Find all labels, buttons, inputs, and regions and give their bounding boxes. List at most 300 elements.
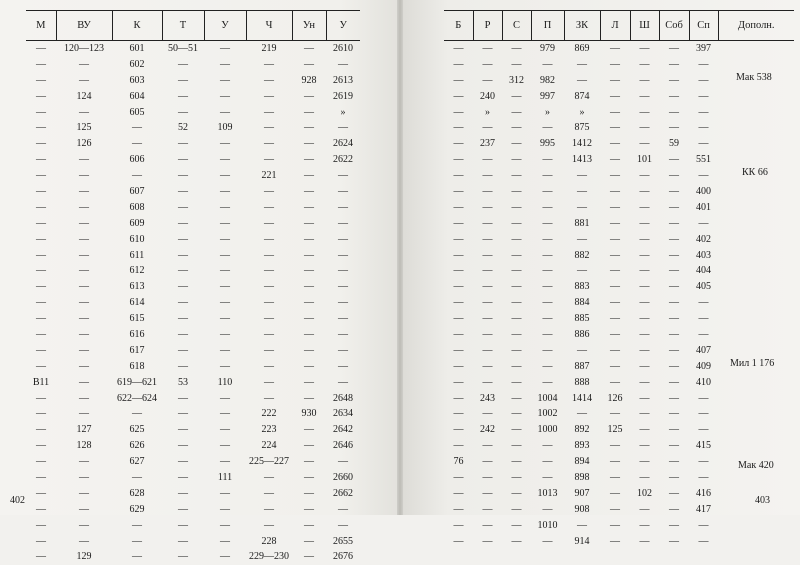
table-cell: — bbox=[292, 422, 326, 438]
table-cell: — bbox=[531, 57, 564, 73]
note-mil-1-176: Мил 1 176 bbox=[730, 358, 774, 369]
table-cell: — bbox=[600, 406, 630, 422]
table-cell: 402 bbox=[689, 232, 718, 248]
table-cell: — bbox=[630, 89, 659, 105]
table-cell: — bbox=[659, 168, 689, 184]
column-header: ВУ bbox=[56, 11, 112, 41]
table-cell: 125 bbox=[56, 120, 112, 136]
table-cell: — bbox=[531, 232, 564, 248]
table-cell: 237 bbox=[473, 136, 502, 152]
table-cell: — bbox=[600, 534, 630, 550]
table-cell: — bbox=[26, 391, 56, 407]
table-cell: 625 bbox=[112, 422, 162, 438]
table-cell: — bbox=[326, 168, 360, 184]
table-cell: — bbox=[600, 486, 630, 502]
table-cell: — bbox=[630, 120, 659, 136]
table-cell: — bbox=[162, 311, 204, 327]
table-cell: 404 bbox=[689, 263, 718, 279]
table-cell: 607 bbox=[112, 184, 162, 200]
column-header: М bbox=[26, 11, 56, 41]
table-row bbox=[26, 263, 360, 279]
table-cell: — bbox=[531, 327, 564, 343]
table-cell: — bbox=[630, 311, 659, 327]
table-cell: 614 bbox=[112, 295, 162, 311]
table-row bbox=[444, 184, 794, 200]
table-cell: — bbox=[326, 454, 360, 470]
table-cell: 403 bbox=[689, 248, 718, 264]
table-cell bbox=[718, 152, 794, 168]
table-cell bbox=[718, 438, 794, 454]
table-cell: — bbox=[292, 295, 326, 311]
table-cell: — bbox=[689, 422, 718, 438]
table-cell: — bbox=[444, 279, 473, 295]
table-cell: — bbox=[659, 438, 689, 454]
table-cell: — bbox=[630, 57, 659, 73]
table-cell: — bbox=[444, 375, 473, 391]
table-cell: — bbox=[162, 470, 204, 486]
table-cell: — bbox=[531, 279, 564, 295]
table-cell: — bbox=[531, 263, 564, 279]
table-cell: — bbox=[246, 105, 292, 121]
table-cell: 53 bbox=[162, 375, 204, 391]
table-cell: — bbox=[473, 200, 502, 216]
table-cell: — bbox=[444, 73, 473, 89]
column-header: Л bbox=[600, 11, 630, 41]
table-cell: — bbox=[246, 327, 292, 343]
table-cell: — bbox=[26, 232, 56, 248]
table-cell: — bbox=[564, 406, 600, 422]
table-cell: — bbox=[292, 359, 326, 375]
table-cell: — bbox=[502, 343, 531, 359]
table-cell: — bbox=[600, 232, 630, 248]
table-cell: — bbox=[473, 470, 502, 486]
table-cell: 2624 bbox=[326, 136, 360, 152]
table-cell: — bbox=[246, 263, 292, 279]
table-cell: — bbox=[26, 263, 56, 279]
table-cell: — bbox=[246, 216, 292, 232]
table-cell: 604 bbox=[112, 89, 162, 105]
table-cell: 240 bbox=[473, 89, 502, 105]
table-cell: 610 bbox=[112, 232, 162, 248]
table-cell: 2676 bbox=[326, 550, 360, 565]
table-cell: 1000 bbox=[531, 422, 564, 438]
table-cell: 629 bbox=[112, 502, 162, 518]
table-cell: — bbox=[473, 263, 502, 279]
table-cell: — bbox=[659, 248, 689, 264]
table-cell: — bbox=[564, 263, 600, 279]
table-cell: — bbox=[292, 200, 326, 216]
table-cell: — bbox=[444, 105, 473, 121]
table-cell bbox=[718, 375, 794, 391]
table-cell: — bbox=[246, 375, 292, 391]
table-row bbox=[444, 518, 794, 534]
table-cell: 417 bbox=[689, 502, 718, 518]
table-cell: — bbox=[502, 502, 531, 518]
table-cell: — bbox=[246, 57, 292, 73]
table-row bbox=[26, 486, 360, 502]
table-cell: — bbox=[502, 168, 531, 184]
table-cell: — bbox=[473, 375, 502, 391]
table-cell: — bbox=[204, 295, 246, 311]
table-cell: — bbox=[444, 359, 473, 375]
table-cell: — bbox=[26, 327, 56, 343]
table-cell: — bbox=[473, 406, 502, 422]
table-row bbox=[444, 232, 794, 248]
table-cell: 875 bbox=[564, 120, 600, 136]
table-cell: — bbox=[502, 470, 531, 486]
table-cell bbox=[718, 184, 794, 200]
table-cell: 126 bbox=[600, 391, 630, 407]
table-cell: — bbox=[502, 279, 531, 295]
table-cell: — bbox=[444, 152, 473, 168]
table-cell: — bbox=[630, 327, 659, 343]
table-cell: — bbox=[444, 41, 473, 57]
table-cell: — bbox=[292, 343, 326, 359]
table-cell: — bbox=[630, 534, 659, 550]
column-header: Сп bbox=[689, 11, 718, 41]
table-cell: 626 bbox=[112, 438, 162, 454]
table-cell: 882 bbox=[564, 248, 600, 264]
table-cell: — bbox=[246, 200, 292, 216]
table-cell: — bbox=[246, 470, 292, 486]
table-row bbox=[26, 41, 360, 57]
table-row bbox=[26, 89, 360, 105]
table-cell: — bbox=[162, 232, 204, 248]
table-cell: — bbox=[292, 248, 326, 264]
table-cell bbox=[718, 311, 794, 327]
table-cell: 409 bbox=[689, 359, 718, 375]
table-cell: — bbox=[204, 184, 246, 200]
table-cell: — bbox=[162, 152, 204, 168]
column-header: Р bbox=[473, 11, 502, 41]
table-cell: — bbox=[444, 406, 473, 422]
table-cell: — bbox=[659, 534, 689, 550]
table-cell: — bbox=[246, 279, 292, 295]
note-kk-66: КК 66 bbox=[742, 167, 768, 178]
table-cell: — bbox=[659, 57, 689, 73]
table-row bbox=[26, 168, 360, 184]
table-cell: — bbox=[531, 152, 564, 168]
table-cell: — bbox=[326, 279, 360, 295]
table-cell: — bbox=[444, 438, 473, 454]
table-cell: — bbox=[630, 518, 659, 534]
table-cell: — bbox=[246, 518, 292, 534]
table-cell: 224 bbox=[246, 438, 292, 454]
table-cell: — bbox=[204, 105, 246, 121]
table-cell: 869 bbox=[564, 41, 600, 57]
page-number-right: 403 bbox=[755, 495, 770, 506]
table-cell: — bbox=[659, 343, 689, 359]
table-cell: 611 bbox=[112, 248, 162, 264]
table-cell: — bbox=[56, 343, 112, 359]
table-cell: — bbox=[204, 152, 246, 168]
table-cell: В11 bbox=[26, 375, 56, 391]
column-header: У bbox=[326, 11, 360, 41]
table-cell: — bbox=[600, 327, 630, 343]
table-row bbox=[26, 200, 360, 216]
table-cell: 884 bbox=[564, 295, 600, 311]
table-cell: — bbox=[600, 295, 630, 311]
table-cell: 2660 bbox=[326, 470, 360, 486]
table-cell: — bbox=[56, 248, 112, 264]
table-cell: — bbox=[502, 232, 531, 248]
table-cell: — bbox=[292, 105, 326, 121]
table-cell: — bbox=[326, 248, 360, 264]
table-cell: 2655 bbox=[326, 534, 360, 550]
table-row bbox=[26, 295, 360, 311]
table-cell: — bbox=[473, 279, 502, 295]
table-cell: — bbox=[531, 359, 564, 375]
table-row bbox=[444, 422, 794, 438]
table-row bbox=[444, 105, 794, 121]
table-row bbox=[444, 152, 794, 168]
table-row bbox=[444, 470, 794, 486]
table-cell: — bbox=[630, 232, 659, 248]
table-cell: — bbox=[204, 216, 246, 232]
table-cell: — bbox=[204, 359, 246, 375]
table-cell: — bbox=[326, 200, 360, 216]
table-cell bbox=[718, 422, 794, 438]
table-cell: — bbox=[204, 200, 246, 216]
table-cell: — bbox=[659, 486, 689, 502]
table-cell: — bbox=[564, 57, 600, 73]
table-cell: — bbox=[630, 295, 659, 311]
table-cell: — bbox=[659, 375, 689, 391]
table-cell: — bbox=[600, 105, 630, 121]
table-cell: — bbox=[659, 120, 689, 136]
table-cell: — bbox=[246, 248, 292, 264]
table-cell: 221 bbox=[246, 168, 292, 184]
table-cell: — bbox=[326, 518, 360, 534]
table-cell: — bbox=[26, 200, 56, 216]
table-cell: — bbox=[292, 375, 326, 391]
table-cell: — bbox=[502, 375, 531, 391]
table-cell: — bbox=[204, 454, 246, 470]
table-cell: — bbox=[502, 216, 531, 232]
table-cell: — bbox=[56, 375, 112, 391]
table-cell: — bbox=[531, 120, 564, 136]
table-cell: 551 bbox=[689, 152, 718, 168]
table-cell bbox=[718, 216, 794, 232]
table-cell: 883 bbox=[564, 279, 600, 295]
table-cell: 2613 bbox=[326, 73, 360, 89]
table-cell: 120—123 bbox=[56, 41, 112, 57]
table-cell: — bbox=[444, 295, 473, 311]
table-row bbox=[26, 248, 360, 264]
table-cell: 1010 bbox=[531, 518, 564, 534]
table-cell: — bbox=[326, 327, 360, 343]
table-cell: — bbox=[502, 120, 531, 136]
table-cell: 76 bbox=[444, 454, 473, 470]
table-cell: — bbox=[204, 41, 246, 57]
table-cell: 101 bbox=[630, 152, 659, 168]
table-cell: 907 bbox=[564, 486, 600, 502]
table-cell: — bbox=[444, 391, 473, 407]
table-cell bbox=[718, 136, 794, 152]
table-cell: — bbox=[26, 57, 56, 73]
table-cell: — bbox=[502, 41, 531, 57]
table-cell: — bbox=[444, 343, 473, 359]
table-cell: — bbox=[659, 263, 689, 279]
table-cell: — bbox=[531, 168, 564, 184]
table-cell: — bbox=[444, 136, 473, 152]
table-cell: 102 bbox=[630, 486, 659, 502]
table-cell: — bbox=[689, 295, 718, 311]
table-cell: — bbox=[26, 168, 56, 184]
table-cell: — bbox=[292, 550, 326, 565]
table-cell: 1004 bbox=[531, 391, 564, 407]
table-cell: — bbox=[162, 422, 204, 438]
column-header: Дополн. bbox=[718, 11, 794, 41]
table-row bbox=[26, 279, 360, 295]
table-cell: — bbox=[292, 41, 326, 57]
column-header: Б bbox=[444, 11, 473, 41]
table-cell: — bbox=[292, 216, 326, 232]
table-cell: — bbox=[292, 327, 326, 343]
table-cell: — bbox=[26, 343, 56, 359]
table-cell: 606 bbox=[112, 152, 162, 168]
table-cell: — bbox=[473, 152, 502, 168]
table-cell: — bbox=[204, 279, 246, 295]
column-header: С bbox=[502, 11, 531, 41]
table-cell: — bbox=[246, 89, 292, 105]
table-row bbox=[444, 343, 794, 359]
table-cell: — bbox=[56, 200, 112, 216]
table-cell: — bbox=[502, 311, 531, 327]
table-row bbox=[444, 486, 794, 502]
table-cell: 886 bbox=[564, 327, 600, 343]
table-cell: — bbox=[630, 343, 659, 359]
table-cell: 128 bbox=[56, 438, 112, 454]
left-concordance-table bbox=[26, 10, 360, 565]
table-cell: — bbox=[162, 327, 204, 343]
table-cell: — bbox=[162, 248, 204, 264]
table-cell: 222 bbox=[246, 406, 292, 422]
table-cell: — bbox=[56, 502, 112, 518]
table-cell: 416 bbox=[689, 486, 718, 502]
table-cell: — bbox=[502, 534, 531, 550]
table-cell: — bbox=[630, 41, 659, 57]
table-cell: — bbox=[444, 232, 473, 248]
table-cell: — bbox=[162, 438, 204, 454]
table-row bbox=[444, 248, 794, 264]
table-cell: — bbox=[444, 57, 473, 73]
table-cell: — bbox=[204, 502, 246, 518]
table-cell: — bbox=[292, 534, 326, 550]
table-cell: — bbox=[204, 89, 246, 105]
table-cell: — bbox=[292, 136, 326, 152]
table-cell: — bbox=[689, 454, 718, 470]
table-cell: — bbox=[292, 454, 326, 470]
table-cell: — bbox=[630, 438, 659, 454]
table-cell: — bbox=[659, 279, 689, 295]
table-cell: — bbox=[600, 73, 630, 89]
table-cell: 50—51 bbox=[162, 41, 204, 57]
table-cell: — bbox=[162, 200, 204, 216]
table-cell: — bbox=[444, 120, 473, 136]
table-cell: — bbox=[326, 375, 360, 391]
table-cell: 619—621 bbox=[112, 375, 162, 391]
table-cell: — bbox=[162, 406, 204, 422]
table-cell: 997 bbox=[531, 89, 564, 105]
table-cell: — bbox=[162, 518, 204, 534]
table-cell: — bbox=[659, 502, 689, 518]
table-cell: — bbox=[292, 391, 326, 407]
table-cell: — bbox=[564, 518, 600, 534]
table-cell: — bbox=[26, 454, 56, 470]
table-cell: — bbox=[112, 168, 162, 184]
table-cell: 2642 bbox=[326, 422, 360, 438]
table-cell: — bbox=[473, 73, 502, 89]
table-cell: — bbox=[473, 518, 502, 534]
table-row bbox=[26, 470, 360, 486]
page-number-left: 402 bbox=[10, 495, 25, 506]
table-cell: — bbox=[502, 136, 531, 152]
table-cell: — bbox=[162, 73, 204, 89]
table-row bbox=[444, 375, 794, 391]
table-cell: — bbox=[689, 470, 718, 486]
table-cell: — bbox=[502, 248, 531, 264]
table-row bbox=[444, 391, 794, 407]
table-cell: — bbox=[473, 120, 502, 136]
table-cell: — bbox=[502, 518, 531, 534]
table-cell: 616 bbox=[112, 327, 162, 343]
table-cell: — bbox=[659, 89, 689, 105]
table-cell: — bbox=[56, 359, 112, 375]
table-cell: — bbox=[473, 438, 502, 454]
table-cell: 109 bbox=[204, 120, 246, 136]
table-cell: — bbox=[162, 343, 204, 359]
table-cell: — bbox=[246, 391, 292, 407]
table-row bbox=[26, 518, 360, 534]
table-cell: 397 bbox=[689, 41, 718, 57]
table-cell: — bbox=[162, 263, 204, 279]
table-cell: — bbox=[600, 41, 630, 57]
table-cell bbox=[718, 41, 794, 57]
table-cell: — bbox=[112, 518, 162, 534]
table-cell: — bbox=[564, 200, 600, 216]
table-cell: 603 bbox=[112, 73, 162, 89]
table-cell: — bbox=[502, 327, 531, 343]
table-cell: — bbox=[246, 502, 292, 518]
table-cell: 887 bbox=[564, 359, 600, 375]
table-cell bbox=[718, 105, 794, 121]
table-cell: — bbox=[204, 486, 246, 502]
table-cell: — bbox=[473, 41, 502, 57]
table-row bbox=[444, 406, 794, 422]
table-cell: — bbox=[292, 438, 326, 454]
table-cell: — bbox=[630, 200, 659, 216]
table-cell: — bbox=[502, 263, 531, 279]
table-cell: — bbox=[26, 518, 56, 534]
table-cell bbox=[718, 57, 794, 73]
table-cell: — bbox=[689, 168, 718, 184]
table-cell: — bbox=[204, 311, 246, 327]
table-cell: — bbox=[204, 406, 246, 422]
table-cell: — bbox=[246, 136, 292, 152]
table-row bbox=[26, 550, 360, 565]
table-cell: — bbox=[659, 216, 689, 232]
table-cell: — bbox=[246, 359, 292, 375]
table-cell: — bbox=[531, 343, 564, 359]
table-cell: — bbox=[26, 41, 56, 57]
table-cell: — bbox=[56, 534, 112, 550]
table-cell: 627 bbox=[112, 454, 162, 470]
table-cell: — bbox=[600, 152, 630, 168]
table-cell: — bbox=[659, 391, 689, 407]
table-cell: — bbox=[630, 248, 659, 264]
table-row bbox=[26, 359, 360, 375]
